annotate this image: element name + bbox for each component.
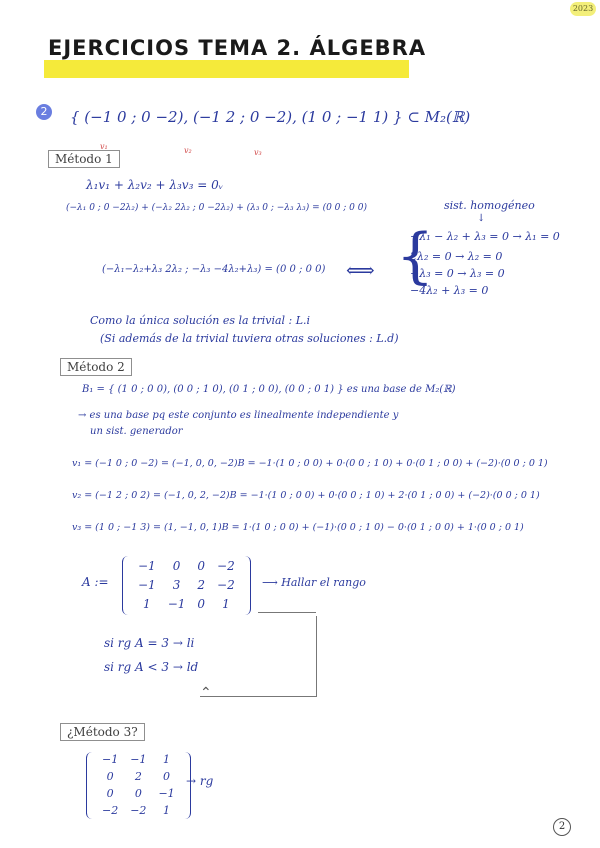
v3-coordinates: v₃ = (1 0 ; −1 3) = (1, −1, 0, 1)B = 1·(1 0 ; 0 0) + (−1)·(0 0 ; 1 0) − 0·(0 1 ; 0 0) + 1·(0 0 ; 0 1) — [72, 522, 524, 533]
matrix-b-cell: −2 — [130, 803, 147, 817]
label-v1: v₁ — [100, 142, 108, 151]
matrix-b-cell: 0 — [163, 769, 171, 783]
matrix-a-cell: 2 — [197, 578, 206, 593]
metodo1-expansion: (−λ₁ 0 ; 0 −2λ₂) + (−λ₂ 2λ₂ ; 0 −2λ₂) + (λ₃ 0 ; −λ₃ λ₃) = (0 0 ; 0 0) — [66, 203, 367, 213]
matrix-a-cell: 1 — [222, 597, 230, 612]
bracket-frame — [200, 616, 317, 697]
matrix-b-cell: 0 — [134, 786, 142, 800]
matrix-b-cell: 1 — [163, 753, 171, 766]
matrix-a-cell: 0 — [197, 559, 206, 573]
metodo1-matrix: (−λ₁−λ₂+λ₃ 2λ₂ ; −λ₃ −4λ₂+λ₃) = (0 0 ; 0 0) — [102, 264, 326, 275]
rank-note: ⟶ Hallar el rango — [262, 576, 366, 589]
conclusion-ld: (Si además de la trivial tuviera otras soluciones : L.d) — [100, 332, 399, 345]
matrix-b-cell: 0 — [106, 786, 114, 800]
matrix-a-cell: −1 — [167, 597, 186, 612]
homogeneous-note: sist. homogéneo — [444, 199, 535, 212]
matrix-b-cell: −1 — [158, 786, 175, 800]
v2-coordinates: v₂ = (−1 2 ; 0 2) = (−1, 0, 2, −2)B = −1·(1 0 ; 0 0) + 0·(0 0 ; 1 0) + 2·(0 1 ; 0 0) + (−2)·(0 0 ; 0 1) — [72, 490, 540, 501]
label-v2: v₂ — [184, 146, 192, 155]
rank-condition-li: si rg A = 3 → li — [104, 636, 195, 650]
arrow-down-icon: ↓ — [477, 213, 486, 224]
conclusion-li: Como la única solución es la trivial : L.i — [90, 314, 311, 327]
matrix-a-cell: −2 — [217, 559, 235, 573]
corner-sticker: 2023 — [570, 2, 596, 16]
matrix-a-row — [137, 576, 236, 594]
matrix-a-cell: −1 — [138, 578, 156, 593]
bracket-line — [258, 612, 316, 613]
page-title: EJERCICIOS TEMA 2. ÁLGEBRA — [48, 36, 427, 60]
metodo1-label: Método 1 — [48, 150, 120, 168]
system-eq-4: −4λ₂ + λ₃ = 0 — [410, 284, 489, 297]
basis-reason-2: un sist. generador — [90, 426, 183, 437]
metodo2-label: Método 2 — [60, 358, 132, 376]
matrix-b-cell: 1 — [163, 803, 171, 817]
system-eq-1: −λ₁ − λ₂ + λ₃ = 0 → λ₁ = 0 — [410, 230, 560, 243]
matrix-b-cell: 2 — [134, 769, 142, 783]
matrix-a-cell: 0 — [197, 597, 206, 612]
matrix-b-cell: −2 — [102, 803, 119, 817]
matrix-a-cell: 1 — [143, 597, 151, 612]
equivalence-icon: ⟺ — [346, 258, 375, 282]
system-eq-3: −λ₃ = 0 → λ₃ = 0 — [410, 267, 505, 280]
matrix-a — [122, 556, 251, 615]
system-brace-icon: { — [396, 221, 435, 291]
rank-arrow-note: → rg — [186, 774, 214, 788]
matrix-a-cell: −1 — [138, 559, 156, 573]
vector-set: { (−1 0 ; 0 −2), (−1 2 ; 0 −2), (1 0 ; −1 1) } ⊂ M₂(ℝ) — [70, 108, 471, 126]
matrix-b-cell: 0 — [106, 769, 114, 783]
label-v3: v₃ — [254, 148, 262, 157]
matrix-b-cell: −1 — [102, 753, 119, 766]
metodo3-label: ¿Método 3? — [60, 723, 145, 741]
basis-reason-1: → es una base pq este conjunto es linealmente independiente y — [78, 410, 399, 421]
matrix-b-row — [101, 752, 176, 769]
matrix-a-cell: 3 — [172, 578, 181, 593]
page-number: 2 — [553, 818, 571, 836]
basis-definition: B₁ = { (1 0 ; 0 0), (0 0 ; 1 0), (0 1 ; 0 0), (0 0 ; 0 1) } es una base de M₂(ℝ) — [82, 384, 456, 395]
title-highlight — [44, 60, 409, 78]
matrix-a-row — [137, 557, 236, 575]
metodo1-equation: λ₁v₁ + λ₂v₂ + λ₃v₃ = 0ᵥ — [86, 178, 224, 192]
matrix-b — [86, 752, 191, 819]
matrix-b-row — [101, 786, 176, 803]
matrix-b-row — [101, 803, 176, 820]
v1-coordinates: v₁ = (−1 0 ; 0 −2) = (−1, 0, 0, −2)B = −1·(1 0 ; 0 0) + 0·(0 0 ; 1 0) + 0·(0 1 ; 0 0) + (−2)·(0 0 ; 0 1) — [72, 458, 548, 469]
system-eq-2: 2λ₂ = 0 → λ₂ = 0 — [410, 250, 503, 263]
rank-condition-ld: si rg A < 3 → ld — [104, 660, 199, 674]
matrix-a-cell: 0 — [172, 559, 181, 573]
matrix-a-cell: −2 — [217, 578, 235, 593]
caret-icon: ⌃ — [200, 685, 212, 701]
matrix-a-row — [137, 595, 236, 613]
matrix-a-label: A := — [82, 575, 109, 589]
matrix-b-cell: −1 — [130, 753, 147, 766]
matrix-b-row — [101, 769, 176, 786]
exercise-number: 2 — [36, 104, 52, 120]
